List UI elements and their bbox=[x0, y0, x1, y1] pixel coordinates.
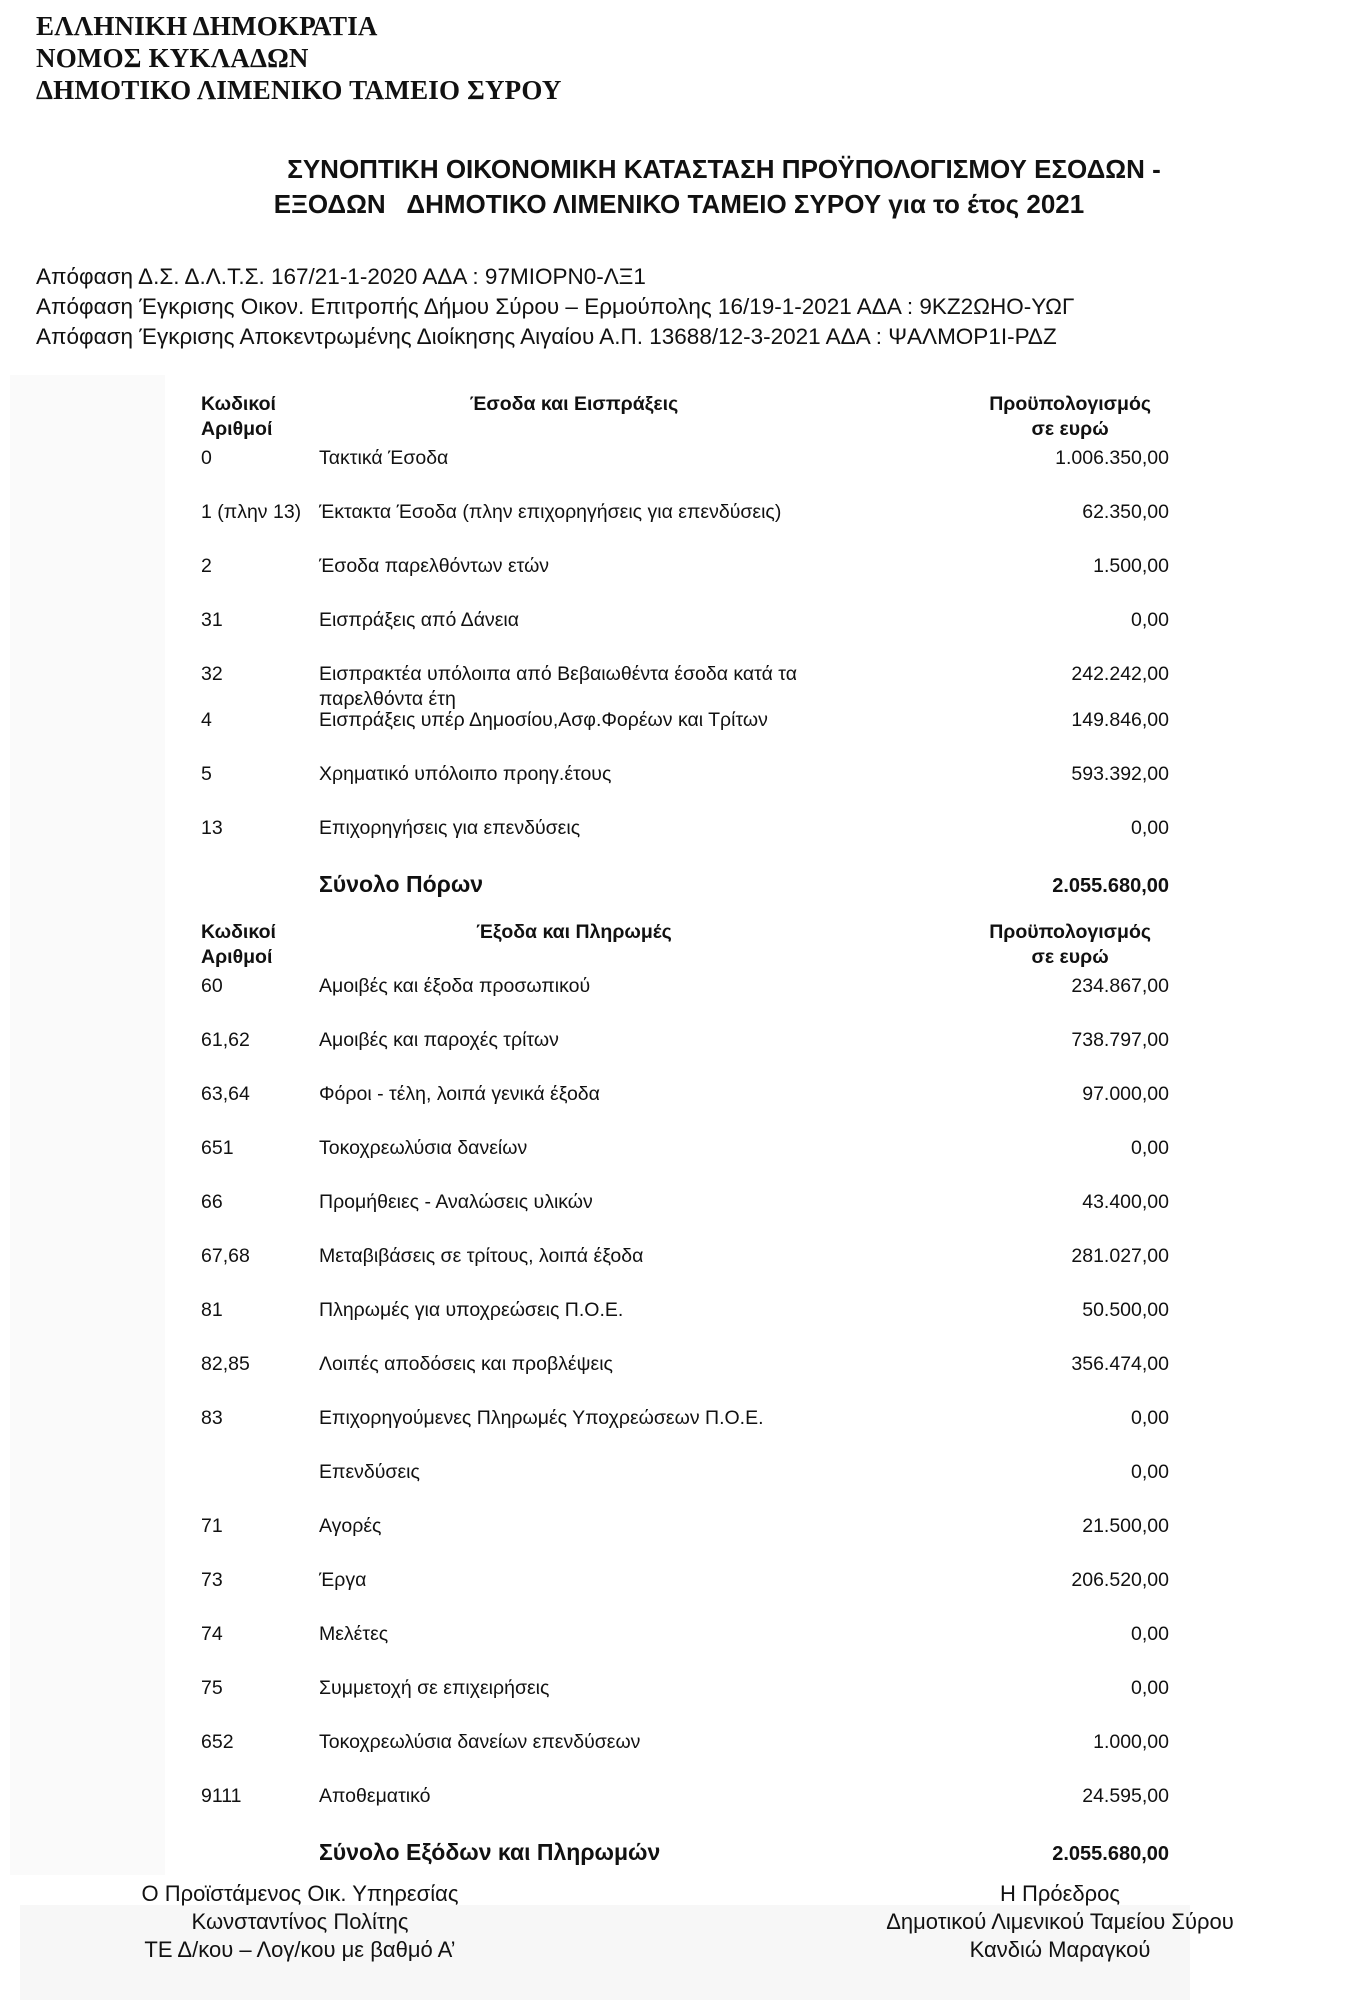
row-amount: 1.006.350,00 bbox=[1055, 447, 1169, 469]
table-row bbox=[201, 1352, 1169, 1406]
row-label: Αμοιβές και παροχές τρίτων bbox=[319, 1029, 559, 1051]
header-text: Προϋπολογισμός bbox=[989, 393, 1151, 415]
row-code: 32 bbox=[201, 663, 223, 685]
row-amount: 356.474,00 bbox=[1071, 1353, 1169, 1375]
signature-line: Κανδιώ Μαραγκού bbox=[969, 1937, 1151, 1962]
row-code: 2 bbox=[201, 555, 212, 577]
table-row bbox=[201, 816, 1169, 870]
row-amount: 242.242,00 bbox=[1071, 663, 1169, 685]
row-label: Έκτακτα Έσοδα (πλην επιχορηγήσεις για επενδύσεις) bbox=[319, 501, 782, 523]
table-row bbox=[201, 1730, 1169, 1784]
signature-finance-head bbox=[120, 1880, 480, 1964]
row-code: 0 bbox=[201, 447, 212, 469]
row-label: Φόροι - τέλη, λοιπά γενικά έξοδα bbox=[319, 1083, 600, 1105]
row-label: Αγορές bbox=[319, 1515, 382, 1537]
org-line: ΔΗΜΟΤΙΚΟ ΛΙΜΕΝΙΚΟ ΤΑΜΕΙΟ ΣΥΡΟΥ bbox=[36, 75, 562, 105]
row-code: 75 bbox=[201, 1677, 223, 1699]
row-amount: 0,00 bbox=[1131, 1137, 1169, 1159]
row-code: 5 bbox=[201, 763, 212, 785]
table-row bbox=[201, 1028, 1169, 1082]
row-label: Επενδύσεις bbox=[319, 1461, 420, 1483]
table-row bbox=[201, 762, 1169, 816]
row-label: Λοιπές αποδόσεις και προβλέψεις bbox=[319, 1353, 613, 1375]
row-amount: 43.400,00 bbox=[1082, 1191, 1169, 1213]
row-amount: 738.797,00 bbox=[1071, 1029, 1169, 1051]
row-label: Αμοιβές και έξοδα προσωπικού bbox=[319, 975, 591, 997]
total-label: Σύνολο Εξόδων και Πληρωμών bbox=[319, 1839, 661, 1865]
row-code: 4 bbox=[201, 709, 212, 731]
row-amount: 234.867,00 bbox=[1071, 975, 1169, 997]
table-row bbox=[201, 708, 1169, 762]
row-code: 73 bbox=[201, 1569, 223, 1591]
row-label: Εισπρακτέα υπόλοιπα από Βεβαιωθέντα έσοδα κατά τα παρελθόντα έτη bbox=[319, 663, 797, 710]
table-row bbox=[201, 608, 1169, 662]
row-label: Τακτικά Έσοδα bbox=[319, 447, 449, 469]
col-amount-header bbox=[989, 392, 1151, 442]
col-amount-header bbox=[989, 920, 1151, 970]
title-line: ΕΞΟΔΩΝ ΔΗΜΟΤΙΚΟ ΛΙΜΕΝΙΚΟ ΤΑΜΕΙΟ ΣΥΡΟΥ για το έτος 2021 bbox=[273, 189, 1085, 219]
title-line: ΣΥΝΟΠΤΙΚΗ ΟΙΚΟΝΟΜΙΚΗ ΚΑΤΑΣΤΑΣΗ ΠΡΟΫΠΟΛΟΓΙΣΜΟΥ ΕΣΟΔΩΝ - bbox=[287, 154, 1161, 184]
row-label: Τοκοχρεωλύσια δανείων bbox=[319, 1137, 528, 1159]
row-code: 67,68 bbox=[201, 1245, 250, 1267]
row-code: 1 (πλην 13) bbox=[201, 501, 302, 523]
table-row bbox=[201, 1244, 1169, 1298]
row-label: Επιχορηγήσεις για επενδύσεις bbox=[319, 817, 581, 839]
row-code: 66 bbox=[201, 1191, 223, 1213]
table-row bbox=[201, 1514, 1169, 1568]
table-row bbox=[201, 500, 1169, 554]
row-label: Εισπράξεις από Δάνεια bbox=[319, 609, 520, 631]
row-code: 13 bbox=[201, 817, 223, 839]
expenses-table bbox=[201, 920, 1169, 1878]
table-row bbox=[201, 1460, 1169, 1514]
row-code: 82,85 bbox=[201, 1353, 250, 1375]
row-amount: 149.846,00 bbox=[1071, 709, 1169, 731]
header-text: Αριθμοί bbox=[201, 946, 273, 968]
row-code: 63,64 bbox=[201, 1083, 250, 1105]
col-code-header bbox=[201, 920, 276, 970]
document-title bbox=[0, 152, 1358, 222]
header-text: Αριθμοί bbox=[201, 418, 273, 440]
row-code: 60 bbox=[201, 975, 223, 997]
signature-line: ΤΕ Δ/κου – Λογ/κου με βαθμό Α’ bbox=[144, 1937, 456, 1962]
row-amount: 593.392,00 bbox=[1071, 763, 1169, 785]
signature-line: Δημοτικού Λιμενικού Ταμείου Σύρου bbox=[886, 1909, 1234, 1934]
col-code-header bbox=[201, 392, 276, 442]
row-amount: 21.500,00 bbox=[1082, 1515, 1169, 1537]
row-amount: 97.000,00 bbox=[1082, 1083, 1169, 1105]
row-amount: 62.350,00 bbox=[1082, 501, 1169, 523]
row-code: 74 bbox=[201, 1623, 223, 1645]
decision-line: Απόφαση Έγκρισης Αποκεντρωμένης Διοίκησης Αιγαίου Α.Π. 13688/12-3-2021 ΑΔΑ : ΨΑΛΜΟΡ1Ι-ΡΔΖ bbox=[36, 324, 1057, 349]
table-row bbox=[201, 554, 1169, 608]
row-amount: 0,00 bbox=[1131, 1407, 1169, 1429]
row-label: Εισπράξεις υπέρ Δημοσίου,Ασφ.Φορέων και Τρίτων bbox=[319, 709, 768, 731]
table-row bbox=[201, 1136, 1169, 1190]
row-label: Τοκοχρεωλύσια δανείων επενδύσεων bbox=[319, 1731, 641, 1753]
row-amount: 0,00 bbox=[1131, 1623, 1169, 1645]
expense-rows bbox=[201, 974, 1169, 1838]
total-amount: 2.055.680,00 bbox=[1052, 875, 1169, 897]
row-amount: 1.000,00 bbox=[1093, 1731, 1169, 1753]
row-code: 61,62 bbox=[201, 1029, 250, 1051]
revenue-rows bbox=[201, 446, 1169, 870]
row-label: Χρηματικό υπόλοιπο προηγ.έτους bbox=[319, 763, 612, 785]
table-row bbox=[201, 1622, 1169, 1676]
table-row bbox=[201, 1568, 1169, 1622]
total-amount: 2.055.680,00 bbox=[1052, 1843, 1169, 1865]
row-amount: 0,00 bbox=[1131, 1461, 1169, 1483]
row-label: Συμμετοχή σε επιχειρήσεις bbox=[319, 1677, 550, 1699]
row-code: 9111 bbox=[201, 1785, 242, 1807]
table-row bbox=[201, 1190, 1169, 1244]
row-code: 651 bbox=[201, 1137, 234, 1159]
signature-line: Η Πρόεδρος bbox=[999, 1881, 1121, 1906]
decision-line: Απόφαση Έγκρισης Οικον. Επιτροπής Δήμου Σύρου – Ερμούπολης 16/19-1-2021 ΑΔΑ : 9ΚΖ2ΩΗΟ-ΥΩΓ bbox=[36, 294, 1075, 319]
row-code: 31 bbox=[201, 609, 223, 631]
table-row bbox=[201, 974, 1169, 1028]
row-label: Μεταβιβάσεις σε τρίτους, λοιπά έξοδα bbox=[319, 1245, 644, 1267]
signature-line: Ο Προϊστάμενος Οικ. Υπηρεσίας bbox=[141, 1881, 459, 1906]
scan-shading bbox=[10, 375, 165, 1875]
row-label: Προμήθειες - Αναλώσεις υλικών bbox=[319, 1191, 593, 1213]
table-header bbox=[201, 392, 1169, 446]
table-row bbox=[201, 662, 1169, 708]
revenue-table bbox=[201, 392, 1169, 910]
header-text: Κωδικοί bbox=[201, 393, 276, 415]
row-label: Αποθεματικό bbox=[319, 1785, 431, 1807]
row-amount: 0,00 bbox=[1131, 817, 1169, 839]
row-label: Μελέτες bbox=[319, 1623, 389, 1645]
row-amount: 281.027,00 bbox=[1071, 1245, 1169, 1267]
header-text: σε ευρώ bbox=[1031, 418, 1109, 440]
table-row bbox=[201, 1298, 1169, 1352]
org-line: ΕΛΛΗΝΙΚΗ ΔΗΜΟΚΡΑΤΙΑ bbox=[36, 11, 378, 41]
col-description-header: Έσοδα και Εισπράξεις bbox=[469, 393, 679, 415]
row-label: Έργα bbox=[319, 1569, 367, 1591]
table-row bbox=[201, 1406, 1169, 1460]
table-header bbox=[201, 920, 1169, 974]
col-description-header: Έξοδα και Πληρωμές bbox=[476, 921, 672, 943]
row-amount: 206.520,00 bbox=[1071, 1569, 1169, 1591]
row-code: 83 bbox=[201, 1407, 223, 1429]
signature-line: Κωνσταντίνος Πολίτης bbox=[191, 1909, 409, 1934]
expenses-total-row bbox=[201, 1838, 1169, 1878]
table-row bbox=[201, 446, 1169, 500]
table-row bbox=[201, 1676, 1169, 1730]
header-text: Κωδικοί bbox=[201, 921, 276, 943]
table-row bbox=[201, 1082, 1169, 1136]
header-text: σε ευρώ bbox=[1031, 946, 1109, 968]
row-amount: 0,00 bbox=[1131, 1677, 1169, 1699]
org-line: ΝΟΜΟΣ ΚΥΚΛΑΔΩΝ bbox=[36, 43, 309, 73]
row-amount: 24.595,00 bbox=[1082, 1785, 1169, 1807]
table-row bbox=[201, 1784, 1169, 1838]
issuing-authority bbox=[36, 10, 562, 106]
row-label: Έσοδα παρελθόντων ετών bbox=[319, 555, 550, 577]
row-label: Επιχορηγούμενες Πληρωμές Υποχρεώσεων Π.Ο.Ε. bbox=[319, 1407, 764, 1429]
row-code: 652 bbox=[201, 1731, 234, 1753]
decision-references bbox=[36, 262, 1074, 352]
row-amount: 1.500,00 bbox=[1093, 555, 1169, 577]
header-text: Προϋπολογισμός bbox=[989, 921, 1151, 943]
row-amount: 50.500,00 bbox=[1082, 1299, 1169, 1321]
row-label: Πληρωμές για υποχρεώσεις Π.Ο.Ε. bbox=[319, 1299, 624, 1321]
row-amount: 0,00 bbox=[1131, 609, 1169, 631]
row-code: 81 bbox=[201, 1299, 223, 1321]
row-code: 71 bbox=[201, 1515, 223, 1537]
decision-line: Απόφαση Δ.Σ. Δ.Λ.Τ.Σ. 167/21-1-2020 ΑΔΑ : 97ΜΙΟΡΝ0-ΛΞ1 bbox=[36, 264, 646, 289]
signature-president bbox=[860, 1880, 1260, 1964]
revenue-total-row bbox=[201, 870, 1169, 910]
total-label: Σύνολο Πόρων bbox=[319, 871, 484, 897]
